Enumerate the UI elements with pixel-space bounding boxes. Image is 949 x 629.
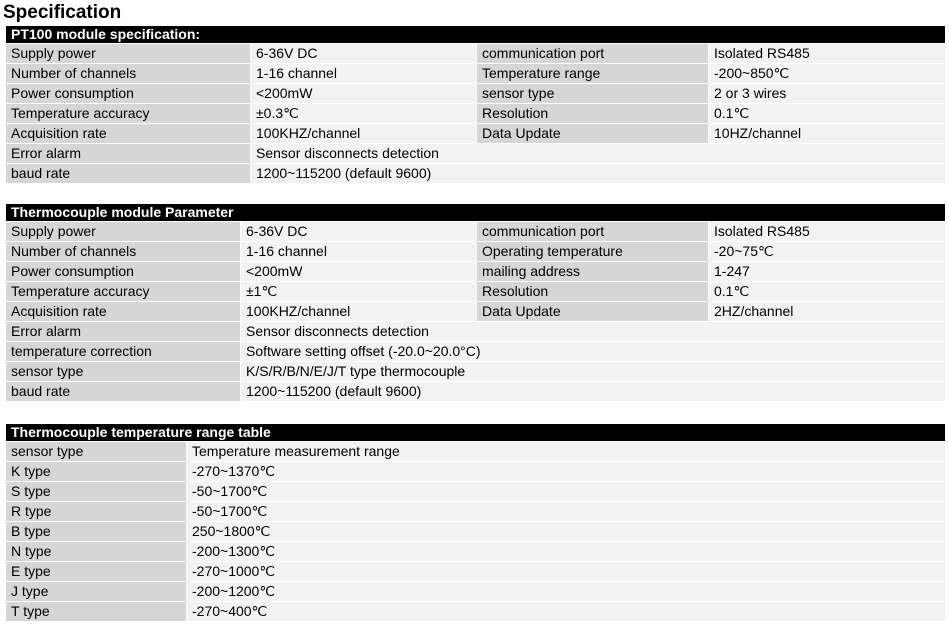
thermocouple-param-value: Sensor disconnects detection xyxy=(241,322,945,341)
thermocouple-table-row xyxy=(6,322,945,341)
pt100-param-label: Temperature range xyxy=(477,64,708,83)
thermocouple-table-row xyxy=(6,242,945,261)
thermocouple-param-value: 2HZ/channel xyxy=(709,302,945,321)
page-title: Specification xyxy=(3,2,122,23)
thermocouple-param-value: 100KHZ/channel xyxy=(241,302,476,321)
range-table-row xyxy=(6,602,945,621)
pt100-param-label: Supply power xyxy=(6,44,250,63)
range-param-label: sensor type xyxy=(6,442,186,461)
pt100-param-label: Acquisition rate xyxy=(6,124,250,143)
pt100-param-label: Power consumption xyxy=(6,84,250,103)
thermocouple-table-row xyxy=(6,302,945,321)
range-table-row xyxy=(6,482,945,501)
pt100-param-label: Resolution xyxy=(477,104,708,123)
range-table-row xyxy=(6,522,945,541)
range-param-value: 250~1800℃ xyxy=(187,522,945,541)
thermocouple-param-label: Resolution xyxy=(477,282,708,301)
pt100-param-value: 6-36V DC xyxy=(251,44,476,63)
thermocouple-param-value: Isolated RS485 xyxy=(709,222,945,241)
pt100-param-value: 100KHZ/channel xyxy=(251,124,476,143)
thermocouple-param-value: 1-247 xyxy=(709,262,945,281)
range-param-label: J type xyxy=(6,582,186,601)
range-table-row xyxy=(6,502,945,521)
pt100-param-value: 10HZ/channel xyxy=(709,124,945,143)
range-table-row xyxy=(6,462,945,481)
thermocouple-param-label: Operating temperature xyxy=(477,242,708,261)
pt100-table-row xyxy=(6,44,945,63)
thermocouple-param-label: Error alarm xyxy=(6,322,240,341)
range-param-value: Temperature measurement range xyxy=(187,442,945,461)
pt100-param-value: 2 or 3 wires xyxy=(709,84,945,103)
pt100-param-value: ±0.3℃ xyxy=(251,104,476,123)
pt100-param-value: Sensor disconnects detection xyxy=(251,144,945,163)
range-param-label: R type xyxy=(6,502,186,521)
thermocouple-spec-table xyxy=(5,203,946,402)
pt100-table-row xyxy=(6,64,945,83)
thermocouple-param-value: K/S/R/B/N/E/J/T type thermocouple xyxy=(241,362,945,381)
thermocouple-param-label: Number of channels xyxy=(6,242,240,261)
thermocouple-param-value: 1-16 channel xyxy=(241,242,476,261)
thermocouple-table-row xyxy=(6,382,945,401)
pt100-param-label: baud rate xyxy=(6,164,250,183)
thermocouple-table-row xyxy=(6,282,945,301)
pt100-param-label: Number of channels xyxy=(6,64,250,83)
pt100-param-label: Data Update xyxy=(477,124,708,143)
pt100-param-label: sensor type xyxy=(477,84,708,103)
pt100-spec-table xyxy=(5,25,946,184)
range-param-label: E type xyxy=(6,562,186,581)
range-table-row xyxy=(6,542,945,561)
thermocouple-param-label: temperature correction xyxy=(6,342,240,361)
thermocouple-param-label: Acquisition rate xyxy=(6,302,240,321)
range-param-label: K type xyxy=(6,462,186,481)
pt100-param-value: 1200~115200 (default 9600) xyxy=(251,164,945,183)
thermocouple-param-label: Supply power xyxy=(6,222,240,241)
range-param-value: -200~1300℃ xyxy=(187,542,945,561)
thermocouple-table-row xyxy=(6,342,945,361)
pt100-param-label: Error alarm xyxy=(6,144,250,163)
range-table-row xyxy=(6,442,945,461)
range-param-value: -270~400℃ xyxy=(187,602,945,621)
thermocouple-param-value: -20~75℃ xyxy=(709,242,945,261)
thermocouple-table-row xyxy=(6,362,945,381)
range-param-value: -270~1000℃ xyxy=(187,562,945,581)
range-param-label: B type xyxy=(6,522,186,541)
thermocouple-param-label: baud rate xyxy=(6,382,240,401)
pt100-param-value: 1-16 channel xyxy=(251,64,476,83)
pt100-table-row xyxy=(6,124,945,143)
range-param-label: T type xyxy=(6,602,186,621)
range-param-value: -200~1200℃ xyxy=(187,582,945,601)
thermocouple-param-value: <200mW xyxy=(241,262,476,281)
thermocouple-param-value: 0.1℃ xyxy=(709,282,945,301)
thermocouple-range-header: Thermocouple temperature range table xyxy=(6,424,945,441)
thermocouple-table-row xyxy=(6,262,945,281)
pt100-param-label: Temperature accuracy xyxy=(6,104,250,123)
pt100-param-value: 0.1℃ xyxy=(709,104,945,123)
range-param-value: -50~1700℃ xyxy=(187,502,945,521)
thermocouple-param-value: 6-36V DC xyxy=(241,222,476,241)
thermocouple-spec-header: Thermocouple module Parameter xyxy=(6,204,945,221)
thermocouple-param-value: 1200~115200 (default 9600) xyxy=(241,382,945,401)
pt100-param-value: Isolated RS485 xyxy=(709,44,945,63)
thermocouple-param-label: sensor type xyxy=(6,362,240,381)
thermocouple-range-table xyxy=(5,423,946,622)
range-table-row xyxy=(6,562,945,581)
pt100-param-label: communication port xyxy=(477,44,708,63)
pt100-table-row xyxy=(6,144,945,163)
thermocouple-param-label: mailing address xyxy=(477,262,708,281)
range-table-row xyxy=(6,582,945,601)
pt100-param-value: -200~850℃ xyxy=(709,64,945,83)
thermocouple-param-label: Data Update xyxy=(477,302,708,321)
range-param-value: -50~1700℃ xyxy=(187,482,945,501)
pt100-param-value: <200mW xyxy=(251,84,476,103)
thermocouple-param-label: Power consumption xyxy=(6,262,240,281)
pt100-table-row xyxy=(6,84,945,103)
thermocouple-param-value: ±1℃ xyxy=(241,282,476,301)
thermocouple-param-label: communication port xyxy=(477,222,708,241)
thermocouple-param-value: Software setting offset (-20.0~20.0°C) xyxy=(241,342,945,361)
thermocouple-param-label: Temperature accuracy xyxy=(6,282,240,301)
range-param-label: S type xyxy=(6,482,186,501)
thermocouple-table-row xyxy=(6,222,945,241)
pt100-table-row xyxy=(6,164,945,183)
range-param-value: -270~1370℃ xyxy=(187,462,945,481)
pt100-table-row xyxy=(6,104,945,123)
range-param-label: N type xyxy=(6,542,186,561)
pt100-spec-header: PT100 module specification: xyxy=(6,26,945,43)
